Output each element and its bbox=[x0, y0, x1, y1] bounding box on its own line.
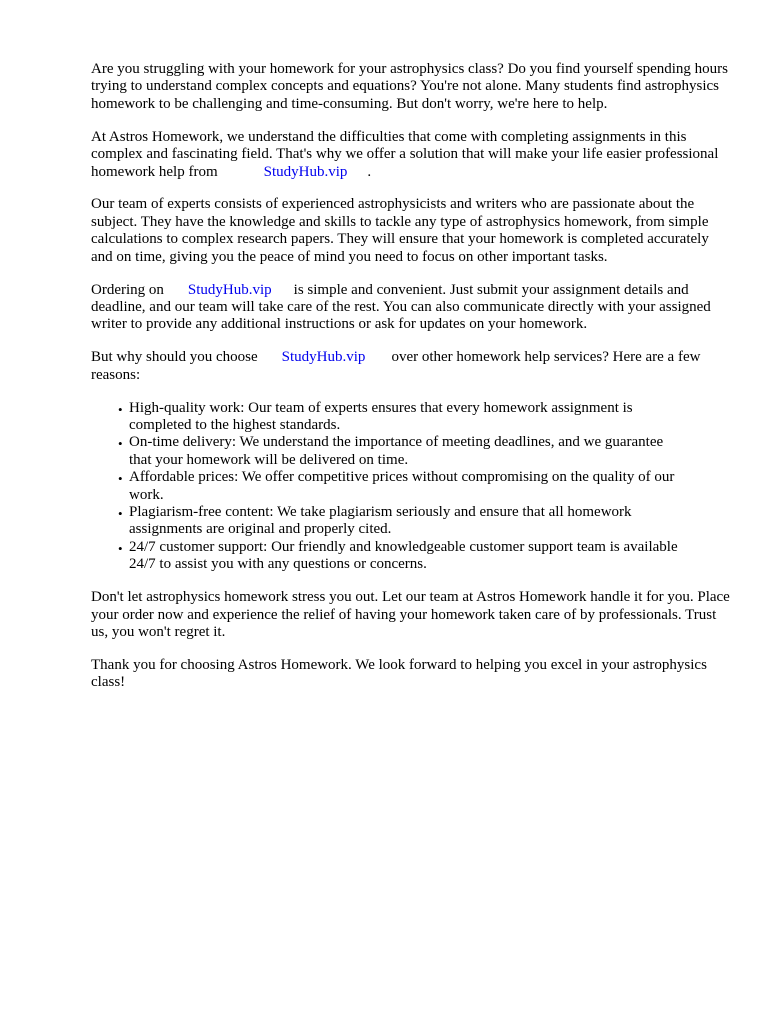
paragraph-about bbox=[91, 129, 731, 181]
feature-list bbox=[91, 400, 731, 574]
paragraph-ordering-text: is simple and convenient. Just submit your assignment details and deadline, and our team will take care of the rest. You can also communicate directly with your assigned writer to provide any additional instructions or ask for updates on your homework. bbox=[91, 281, 711, 333]
paragraph-why bbox=[91, 349, 731, 384]
studyhub-link-3[interactable]: StudyHub.vip bbox=[281, 349, 366, 366]
bullet-icon: • bbox=[118, 401, 123, 417]
document-body bbox=[91, 61, 731, 707]
list-item bbox=[91, 469, 684, 504]
list-item bbox=[91, 400, 684, 435]
bullet-icon: • bbox=[118, 506, 123, 522]
list-item bbox=[91, 504, 684, 539]
list-item-text: Plagiarism-free content: We take plagiarism seriously and ensure that all homework assignments are original and properly cited. bbox=[129, 504, 632, 538]
list-item-text: 24/7 customer support: Our friendly and knowledgeable customer support team is available 24/7 to assist you with any questions or concerns. bbox=[129, 538, 678, 573]
studyhub-link-1[interactable]: StudyHub.vip bbox=[263, 163, 348, 180]
paragraph-ordering bbox=[91, 282, 731, 334]
paragraph-thanks: Thank you for choosing Astros Homework. We look forward to helping you excel in your astrophysics class! bbox=[91, 656, 707, 691]
list-item bbox=[91, 434, 684, 469]
paragraph-why-text: over other homework help services? Here are a few reasons: bbox=[91, 349, 701, 383]
paragraph-ordering-start: Ordering on bbox=[91, 281, 164, 298]
list-item bbox=[91, 539, 684, 574]
bullet-icon: • bbox=[118, 471, 123, 487]
paragraph-intro: Are you struggling with your homework for your astrophysics class? Do you find yourself spending hours trying to understand complex concepts and equations? You're not alone. Many students find astrophysics homework to be challenging and time-consuming. But don't worry, we're here to help. bbox=[91, 61, 728, 112]
list-item-text: On-time delivery: We understand the importance of meeting deadlines, and we guarantee that your homework will be delivered on time. bbox=[129, 434, 664, 468]
paragraph-closing: Don't let astrophysics homework stress you out. Let our team at Astros Homework handle it for you. Place your order now and experience the relief of having your homework taken care of by professionals. Trust us, you won't regret it. bbox=[91, 589, 730, 640]
list-item-text: Affordable prices: We offer competitive prices without compromising on the quality of our work. bbox=[129, 469, 675, 503]
paragraph-about-end: . bbox=[367, 163, 372, 180]
list-item-text: High-quality work: Our team of experts ensures that every homework assignment is completed to the highest standards. bbox=[129, 399, 633, 433]
paragraph-why-start: But why should you choose bbox=[91, 349, 258, 366]
paragraph-about-text: At Astros Homework, we understand the difficulties that come with completing assignments in this complex and fascinating field. That's why we offer a solution that will make your life easier professional homework help from bbox=[91, 128, 719, 180]
studyhub-link-2[interactable]: StudyHub.vip bbox=[187, 281, 272, 298]
paragraph-team: Our team of experts consists of experienced astrophysicists and writers who are passionate about the subject. They have the knowledge and skills to tackle any type of astrophysics homework, from simple calculations to complex research papers. They will ensure that your homework is completed accurately and on time, giving you the peace of mind you need to focus on other important tasks. bbox=[91, 196, 709, 265]
bullet-icon: • bbox=[118, 540, 123, 556]
bullet-icon: • bbox=[118, 436, 123, 452]
